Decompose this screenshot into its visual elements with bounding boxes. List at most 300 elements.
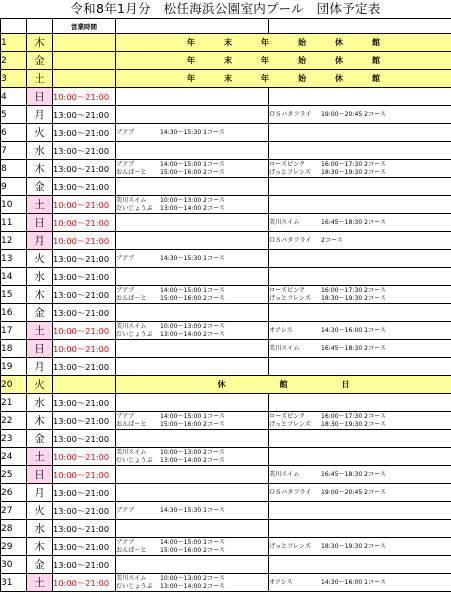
group-entry: [116, 169, 268, 177]
groups-cell-b: [269, 466, 451, 484]
weekday: 月: [27, 106, 53, 124]
group-time: 10:00～13:00 2コース: [160, 574, 226, 582]
weekday: 木: [27, 412, 53, 430]
group-name: だいじょうぶ: [116, 456, 153, 464]
group-name: ローズピンク: [269, 160, 306, 168]
weekday: 月: [27, 358, 53, 376]
group-time: 14:30～16:00 1コース: [321, 578, 387, 586]
business-hours: 10:00～21:00: [53, 322, 116, 340]
group-entry: [269, 413, 451, 421]
business-hours: 13:00～21:00: [53, 250, 116, 268]
group-time: 19:00～20:45 2コース: [321, 488, 387, 496]
day-number: 28: [1, 520, 27, 538]
group-time: 14:00～15:00 1コース: [160, 286, 226, 294]
holiday-spacer: [53, 34, 116, 52]
holiday-cell: [116, 70, 451, 88]
table-row: [1, 394, 451, 412]
hours-header: 営業時間: [53, 19, 116, 34]
weekday: 火: [27, 376, 53, 394]
group-time: 16:00～17:30 2コース: [321, 286, 387, 294]
weekday: 木: [27, 160, 53, 178]
day-number: 22: [1, 412, 27, 430]
weekday: 金: [27, 52, 53, 70]
group-entry: [269, 467, 451, 483]
table-row: [1, 430, 451, 448]
group-name: ブアブ: [116, 412, 135, 420]
table-row: [1, 574, 451, 592]
group-name: だいじょうぶ: [116, 330, 153, 338]
weekday: 日: [27, 340, 53, 358]
groups-cell-b: [269, 574, 451, 592]
holiday-char: 年: [261, 74, 269, 83]
holiday-char: 始: [298, 56, 306, 65]
group-entry: [116, 539, 268, 547]
group-name: おんぱ〜と: [116, 420, 147, 428]
weekday: 金: [27, 178, 53, 196]
business-hours: 10:00～21:00: [53, 214, 116, 232]
holiday-char: 年: [187, 56, 195, 65]
groups-cell-a: [116, 232, 269, 250]
group-entry: [269, 233, 451, 249]
holiday-char: 休: [335, 74, 343, 83]
group-time: 15:00～16:00 2コース: [160, 420, 226, 428]
group-name: オアシス: [269, 578, 293, 586]
table-row: [1, 322, 451, 340]
groups-cell-a: [116, 196, 269, 214]
groups-cell-a: [116, 322, 269, 340]
weekday: 日: [27, 88, 53, 106]
group-name: 美川スイム: [269, 470, 300, 478]
weekday: 月: [27, 232, 53, 250]
day-number: 4: [1, 88, 27, 106]
group-name: 美川スイム: [269, 344, 300, 352]
weekday: 火: [27, 502, 53, 520]
business-hours: 13:00～21:00: [53, 430, 116, 448]
group-entry: [269, 295, 451, 303]
table-row: [1, 88, 451, 106]
day-number: 6: [1, 124, 27, 142]
table-row: [1, 232, 451, 250]
holiday-char: 休: [335, 56, 343, 65]
group-name: おんぱ〜と: [116, 294, 147, 302]
group-entry: [116, 503, 268, 519]
business-hours: 10:00～21:00: [53, 466, 116, 484]
table-row: [1, 340, 451, 358]
group-entry: [116, 547, 268, 555]
groups-cell-a: [116, 268, 269, 286]
business-hours: 13:00～21:00: [53, 160, 116, 178]
group-entry: [116, 205, 268, 213]
table-row: [1, 70, 451, 88]
group-entry: [116, 251, 268, 267]
day-number: 8: [1, 160, 27, 178]
group-name: ブアブ: [116, 128, 135, 136]
group-time: 16:00～17:30 2コース: [321, 412, 387, 420]
group-entry: [116, 449, 268, 457]
weekday: 土: [27, 322, 53, 340]
group-time: 16:45～18:30 2コース: [321, 218, 387, 226]
table-row: [1, 34, 451, 52]
day-number: 1: [1, 34, 27, 52]
group-time: 13:00～14:00 2コース: [160, 456, 226, 464]
business-hours: 13:00～21:00: [53, 304, 116, 322]
group-name: ブアブ: [116, 506, 135, 514]
group-name: 美川スイム: [116, 196, 147, 204]
groups-cell-b: [269, 124, 451, 142]
group-time: 16:45～18:30 2コース: [321, 470, 387, 478]
holiday-char: 館: [372, 56, 380, 65]
group-time: 10:00～13:00 2コース: [160, 322, 226, 330]
group-time: 15:00～16:00 2コース: [160, 546, 226, 554]
holiday-char: 年: [187, 74, 195, 83]
business-hours: 13:00～21:00: [53, 412, 116, 430]
group-name: オアシス: [269, 326, 293, 334]
day-number: 29: [1, 538, 27, 556]
group-entry: [269, 107, 451, 123]
group-name: 美川スイム: [116, 448, 147, 456]
group-entry: [116, 413, 268, 421]
group-name: 美川スイム: [116, 574, 147, 582]
group-entry: [269, 485, 451, 501]
business-hours: 13:00～21:00: [53, 142, 116, 160]
header-row: [1, 19, 451, 34]
group-name: おんぱ〜と: [116, 168, 147, 176]
day-number: 10: [1, 196, 27, 214]
groups-cell-b: [269, 232, 451, 250]
group-time: 18:30～19:30 2コース: [321, 168, 387, 176]
weekday: 火: [27, 250, 53, 268]
group-time: 13:00～14:00 2コース: [160, 330, 226, 338]
groups-cell-b: [269, 340, 451, 358]
group-time: 18:30～19:30 2コース: [321, 542, 387, 550]
holiday-cell: [116, 52, 451, 70]
groups-cell-b: [269, 484, 451, 502]
day-number: 18: [1, 340, 27, 358]
group-entry: [116, 421, 268, 429]
group-entry: [116, 323, 268, 331]
group-entry: [269, 421, 451, 429]
group-entry: [269, 341, 451, 357]
group-time: 18:30～19:30 2コース: [321, 420, 387, 428]
holiday-cell: [116, 376, 451, 394]
group-name: だいじょうぶ: [116, 204, 153, 212]
table-row: [1, 142, 451, 160]
business-hours: 13:00～21:00: [53, 106, 116, 124]
business-hours: 13:00～21:00: [53, 178, 116, 196]
group-entry: [269, 161, 451, 169]
group-name: だいじょうぶ: [116, 582, 153, 590]
day-number: 23: [1, 430, 27, 448]
business-hours: 13:00～21:00: [53, 502, 116, 520]
weekday: 水: [27, 142, 53, 160]
day-number: 13: [1, 250, 27, 268]
business-hours: 13:00～21:00: [53, 268, 116, 286]
groups-cell-b: [269, 268, 451, 286]
business-hours: 13:00～21:00: [53, 394, 116, 412]
group-time: 14:30～16:00 1コース: [321, 326, 387, 334]
day-number: 5: [1, 106, 27, 124]
holiday-char: 館: [279, 380, 288, 389]
group-entry: [116, 197, 268, 205]
weekday: 金: [27, 304, 53, 322]
weekday: 金: [27, 430, 53, 448]
group-name: ＯＳバタフライ: [269, 488, 312, 496]
weekday: 土: [27, 448, 53, 466]
group-time: 14:00～15:00 1コース: [160, 538, 226, 546]
groups-cell-a: [116, 250, 269, 268]
header-groups-b-cell: [269, 19, 451, 34]
page-title: 令和8年1月分 松任海浜公園室内プール 団体予定表: [70, 1, 381, 16]
business-hours: 13:00～21:00: [53, 358, 116, 376]
groups-cell-b: [269, 304, 451, 322]
group-time: 19:00～20:45 2コース: [321, 110, 387, 118]
holiday-char: 年: [187, 38, 195, 47]
holiday-char: 末: [224, 38, 232, 47]
groups-cell-b: [269, 430, 451, 448]
header-groups-a-cell: [116, 19, 269, 34]
day-number: 11: [1, 214, 27, 232]
group-name: ローズピンク: [269, 286, 306, 294]
table-row: [1, 520, 451, 538]
header-weekday-cell: [27, 19, 53, 34]
table-row: [1, 268, 451, 286]
holiday-spacer: [53, 70, 116, 88]
group-name: ブアブ: [116, 160, 135, 168]
group-entry: [116, 575, 268, 583]
group-time: 13:00～14:00 2コース: [160, 582, 226, 590]
header-day-cell: [1, 19, 27, 34]
group-entry: [116, 583, 268, 591]
group-time: 16:00～17:30 2コース: [321, 160, 387, 168]
day-number: 3: [1, 70, 27, 88]
group-time: 16:45～18:30 2コース: [321, 344, 387, 352]
day-number: 27: [1, 502, 27, 520]
table-row: [1, 484, 451, 502]
day-number: 2: [1, 52, 27, 70]
group-time: 15:00～16:00 2コース: [160, 168, 226, 176]
groups-cell-a: [116, 574, 269, 592]
group-time: 10:00～13:00 2コース: [160, 448, 226, 456]
day-number: 19: [1, 358, 27, 376]
group-name: おんぱ〜と: [116, 546, 147, 554]
groups-cell-a: [116, 286, 269, 304]
group-name: ＯＳバタフライ: [269, 236, 312, 244]
holiday-char: 始: [298, 38, 306, 47]
groups-cell-b: [269, 538, 451, 556]
groups-cell-b: [269, 214, 451, 232]
group-entry: [116, 457, 268, 465]
table-row: [1, 412, 451, 430]
holiday-char: 日: [341, 380, 350, 389]
table-row: [1, 106, 451, 124]
schedule-table: [0, 18, 451, 597]
holiday-char: 休: [217, 380, 226, 389]
table-row: [1, 124, 451, 142]
holiday-char: 末: [224, 56, 232, 65]
holiday-char: 年: [261, 38, 269, 47]
group-name: げっとフレンズ: [269, 420, 311, 428]
day-number: 16: [1, 304, 27, 322]
holiday-spacer: [53, 376, 116, 394]
business-hours: 10:00～21:00: [53, 232, 116, 250]
group-time: 14:30～15:30 1コース: [160, 506, 226, 514]
weekday: 土: [27, 70, 53, 88]
holiday-char: 館: [372, 38, 380, 47]
weekday: 木: [27, 286, 53, 304]
groups-cell-b: [269, 520, 451, 538]
table-row: [1, 502, 451, 520]
groups-cell-b: [269, 502, 451, 520]
group-time: 18:30～19:30 2コース: [321, 294, 387, 302]
table-row: [1, 538, 451, 556]
day-number: 24: [1, 448, 27, 466]
holiday-char: 館: [372, 74, 380, 83]
table-row: [1, 214, 451, 232]
group-name: 美川スイム: [269, 218, 300, 226]
group-name: ブアブ: [116, 538, 135, 546]
table-row: [1, 376, 451, 394]
groups-cell-a: [116, 178, 269, 196]
groups-cell-b: [269, 106, 451, 124]
groups-cell-a: [116, 394, 269, 412]
groups-cell-a: [116, 304, 269, 322]
table-row: [1, 556, 451, 574]
group-entry: [116, 125, 268, 141]
business-hours: 13:00～21:00: [53, 538, 116, 556]
table-row: [1, 196, 451, 214]
group-name: げっとフレンズ: [269, 542, 311, 550]
group-name: 美川スイム: [116, 322, 147, 330]
groups-cell-b: [269, 448, 451, 466]
weekday: 木: [27, 34, 53, 52]
groups-cell-b: [269, 358, 451, 376]
group-time: 2コース: [321, 236, 343, 244]
business-hours: 13:00～21:00: [53, 556, 116, 574]
day-number: 17: [1, 322, 27, 340]
group-time: 14:00～15:00 1コース: [160, 160, 226, 168]
groups-cell-a: [116, 556, 269, 574]
business-hours: 13:00～21:00: [53, 124, 116, 142]
day-number: 9: [1, 178, 27, 196]
business-hours: 10:00～21:00: [53, 448, 116, 466]
groups-cell-a: [116, 214, 269, 232]
groups-cell-b: [269, 142, 451, 160]
holiday-char: 年: [261, 56, 269, 65]
day-number: 21: [1, 394, 27, 412]
groups-cell-a: [116, 538, 269, 556]
day-number: 12: [1, 232, 27, 250]
group-time: 15:00～16:00 2コース: [160, 294, 226, 302]
group-entry: [269, 215, 451, 231]
table-row: [1, 178, 451, 196]
group-entry: [116, 295, 268, 303]
groups-cell-b: [269, 322, 451, 340]
business-hours: 13:00～21:00: [53, 520, 116, 538]
holiday-spacer: [53, 52, 116, 70]
groups-cell-a: [116, 106, 269, 124]
day-number: 26: [1, 484, 27, 502]
group-entry: [116, 331, 268, 339]
table-row: [1, 52, 451, 70]
business-hours: 13:00～21:00: [53, 484, 116, 502]
groups-cell-a: [116, 88, 269, 106]
group-name: ブアブ: [116, 286, 135, 294]
groups-cell-b: [269, 160, 451, 178]
groups-cell-a: [116, 520, 269, 538]
weekday: 木: [27, 538, 53, 556]
table-row: [1, 160, 451, 178]
day-number: 15: [1, 286, 27, 304]
groups-cell-a: [116, 358, 269, 376]
group-time: 14:30～15:30 1コース: [160, 128, 226, 136]
groups-cell-a: [116, 142, 269, 160]
weekday: 日: [27, 214, 53, 232]
weekday: 水: [27, 268, 53, 286]
business-hours: 10:00～21:00: [53, 196, 116, 214]
weekday: 土: [27, 574, 53, 592]
group-entry: [269, 575, 451, 591]
groups-cell-b: [269, 178, 451, 196]
table-row: [1, 304, 451, 322]
business-hours: 10:00～21:00: [53, 88, 116, 106]
groups-cell-a: [116, 124, 269, 142]
groups-cell-b: [269, 412, 451, 430]
group-name: ＯＳバタフライ: [269, 110, 312, 118]
day-number: 30: [1, 556, 27, 574]
business-hours: 10:00～21:00: [53, 574, 116, 592]
groups-cell-a: [116, 412, 269, 430]
weekday: 日: [27, 466, 53, 484]
groups-cell-b: [269, 88, 451, 106]
table-row: [1, 250, 451, 268]
groups-cell-a: [116, 448, 269, 466]
group-entry: [116, 161, 268, 169]
group-entry: [269, 323, 451, 339]
holiday-char: 休: [335, 38, 343, 47]
group-time: 14:00～15:00 1コース: [160, 412, 226, 420]
weekday: 金: [27, 556, 53, 574]
holiday-char: 末: [224, 74, 232, 83]
day-number: 31: [1, 574, 27, 592]
table-row: [1, 358, 451, 376]
group-entry: [269, 539, 451, 555]
table-row: [1, 286, 451, 304]
holiday-cell: [116, 34, 451, 52]
weekday: 月: [27, 484, 53, 502]
weekday: 水: [27, 520, 53, 538]
groups-cell-b: [269, 556, 451, 574]
groups-cell-b: [269, 394, 451, 412]
group-name: ローズピンク: [269, 412, 306, 420]
group-entry: [269, 169, 451, 177]
group-time: 14:30～15:30 1コース: [160, 254, 226, 262]
table-row: [1, 466, 451, 484]
group-time: 10:00～13:00 2コース: [160, 196, 226, 204]
groups-cell-b: [269, 286, 451, 304]
group-entry: [269, 287, 451, 295]
group-name: ブアブ: [116, 254, 135, 262]
group-entry: [116, 287, 268, 295]
day-number: 20: [1, 376, 27, 394]
groups-cell-a: [116, 484, 269, 502]
weekday: 土: [27, 196, 53, 214]
groups-cell-b: [269, 250, 451, 268]
group-name: げっとフレンズ: [269, 168, 311, 176]
groups-cell-a: [116, 160, 269, 178]
weekday: 火: [27, 124, 53, 142]
weekday: 水: [27, 394, 53, 412]
day-number: 7: [1, 142, 27, 160]
